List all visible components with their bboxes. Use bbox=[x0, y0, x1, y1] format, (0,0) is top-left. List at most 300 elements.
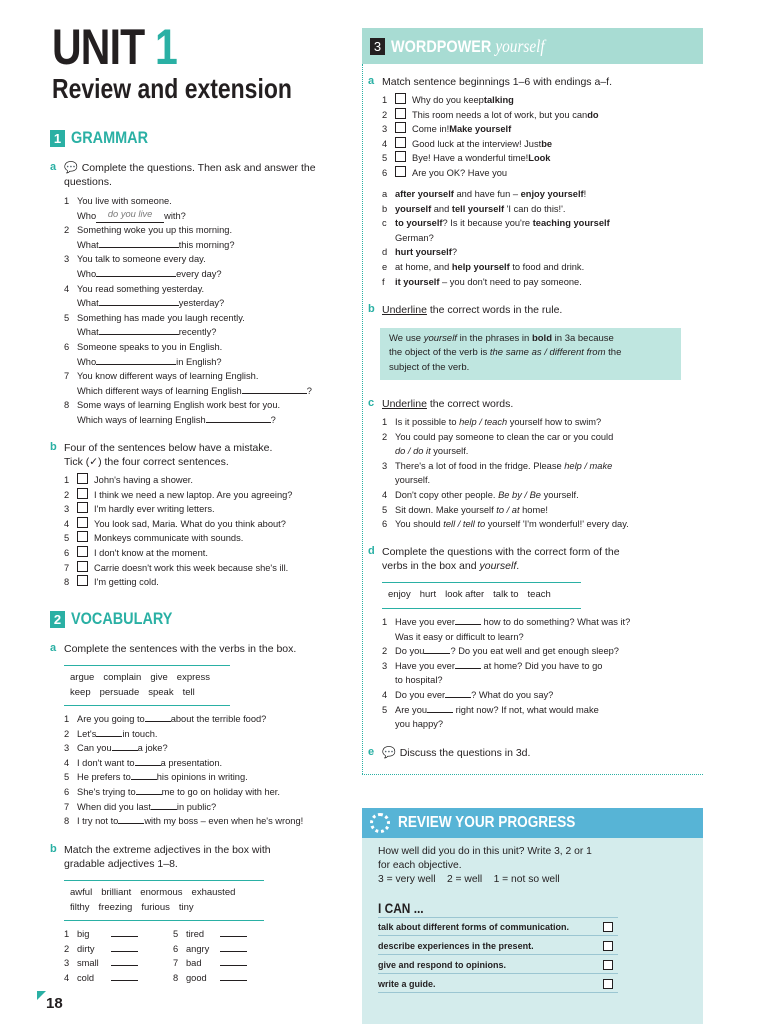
wp-b-letter: b bbox=[368, 303, 375, 315]
ican-top-rule bbox=[378, 917, 618, 918]
grammar-b-instruction: Four of the sentences below have a mistake. Tick (✓) the four correct sentences. bbox=[64, 442, 273, 468]
box-word: complain bbox=[103, 672, 142, 683]
list-item bbox=[64, 194, 349, 209]
item-text: right now? If not, what would make bbox=[453, 704, 599, 715]
item-text: ? bbox=[451, 247, 457, 258]
ican-score-box[interactable] bbox=[603, 979, 613, 989]
answer-blank[interactable] bbox=[206, 413, 271, 423]
list-item bbox=[382, 122, 702, 137]
item-number: 5 bbox=[382, 704, 388, 715]
tick-box[interactable] bbox=[77, 531, 88, 542]
item-text: I'm getting cold. bbox=[94, 577, 159, 588]
answer-blank[interactable] bbox=[220, 942, 247, 952]
list-item bbox=[382, 275, 702, 290]
item-number: 2 bbox=[64, 728, 70, 739]
answer-blank[interactable] bbox=[111, 956, 138, 966]
item-bold: teaching yourself bbox=[532, 218, 610, 229]
answer-blank[interactable] bbox=[424, 644, 450, 654]
box-word: tiny bbox=[178, 901, 194, 913]
wp-e-instruction: 💬 Discuss the questions in 3d. bbox=[382, 747, 531, 759]
box-word: keep bbox=[70, 686, 91, 698]
tick-box[interactable] bbox=[395, 93, 406, 104]
answer-blank[interactable] bbox=[96, 267, 176, 277]
list-item bbox=[382, 673, 702, 688]
answer-blank[interactable] bbox=[136, 785, 162, 795]
item-letter: c bbox=[382, 218, 387, 229]
item-letter bbox=[382, 231, 395, 246]
list-item bbox=[64, 814, 349, 829]
ican-score-box[interactable] bbox=[603, 922, 613, 932]
answer-blank[interactable] bbox=[151, 800, 177, 810]
list-item bbox=[64, 785, 349, 800]
vocab-a-instruction: Complete the sentences with the verbs in the box. bbox=[64, 643, 297, 655]
list-item bbox=[64, 488, 349, 503]
item-number: 5 bbox=[64, 772, 70, 783]
box-word: furious bbox=[141, 901, 170, 913]
list-item bbox=[382, 202, 702, 217]
answer-blank[interactable] bbox=[135, 756, 161, 766]
list-item bbox=[382, 137, 702, 152]
item-number bbox=[382, 717, 395, 732]
item-text: Monkeys communicate with sounds. bbox=[94, 533, 244, 544]
vocabulary-heading: 2 VOCABULARY bbox=[50, 609, 190, 629]
answer-blank[interactable] bbox=[112, 741, 138, 751]
speech-bubble-icon: 💬 bbox=[382, 747, 396, 759]
list-item bbox=[382, 231, 702, 246]
tick-box[interactable] bbox=[77, 561, 88, 572]
item-bold: to yourself bbox=[395, 218, 443, 229]
item-text: Bye! Have a wonderful time! bbox=[412, 153, 529, 164]
wp-a-beginnings bbox=[382, 93, 702, 181]
wp-c-list bbox=[382, 415, 702, 532]
box-word: filthy bbox=[70, 901, 90, 913]
item-text: Carrie doesn't work this week because she's ill. bbox=[94, 562, 289, 573]
item-text: Let's bbox=[77, 728, 97, 739]
item-number: 3 bbox=[64, 743, 70, 754]
answer-blank[interactable] bbox=[96, 727, 122, 737]
answer-blank[interactable] bbox=[99, 238, 179, 248]
list-item bbox=[382, 644, 702, 659]
question-start: What bbox=[77, 327, 99, 338]
item-text: You should bbox=[395, 519, 444, 530]
list-item bbox=[64, 369, 349, 384]
question-start: Who bbox=[77, 210, 97, 221]
tick-box[interactable] bbox=[395, 108, 406, 119]
list-item bbox=[382, 444, 702, 459]
vocab-b-letter: b bbox=[50, 843, 57, 855]
list-item bbox=[382, 187, 702, 202]
item-number: 1 bbox=[64, 475, 70, 485]
tick-box[interactable] bbox=[77, 546, 88, 557]
item-text: and have fun – bbox=[453, 189, 521, 199]
item-number bbox=[382, 673, 395, 688]
item-options: Be by / Be bbox=[498, 489, 541, 500]
item-letter: b bbox=[382, 203, 388, 214]
item-bold: be bbox=[541, 138, 553, 149]
item-bold: Look bbox=[528, 153, 551, 164]
vocab-b-col2 bbox=[173, 927, 303, 985]
word-box-line bbox=[70, 886, 258, 901]
answer-blank[interactable] bbox=[131, 770, 157, 780]
list-item bbox=[382, 473, 702, 488]
item-word: big bbox=[77, 929, 90, 939]
item-text: in public? bbox=[176, 801, 217, 812]
item-number: 2 bbox=[382, 109, 388, 120]
answer-blank[interactable] bbox=[220, 927, 247, 937]
box-word: teach bbox=[527, 589, 551, 600]
question-end: this morning? bbox=[178, 239, 235, 250]
ican-score-box[interactable] bbox=[603, 941, 613, 951]
item-number: 5 bbox=[382, 153, 388, 164]
item-text: I don't want to bbox=[77, 757, 135, 768]
wp-d-list bbox=[382, 615, 702, 732]
item-word: cold bbox=[77, 972, 95, 983]
box-word: talk to bbox=[493, 589, 519, 600]
answer-blank[interactable] bbox=[455, 659, 481, 669]
item-options: help / make bbox=[564, 460, 613, 471]
item-text: Sit down. Make yourself bbox=[395, 504, 497, 515]
item-number: 3 bbox=[382, 124, 388, 135]
answer-blank[interactable] bbox=[427, 703, 453, 713]
list-item bbox=[64, 502, 349, 517]
grammar-a-list bbox=[64, 194, 349, 428]
item-number: 4 bbox=[382, 489, 388, 500]
list-item bbox=[382, 459, 702, 474]
vocab-a-list bbox=[64, 712, 349, 829]
list-item bbox=[64, 340, 349, 355]
box-word: brilliant bbox=[101, 887, 132, 898]
word-box-line bbox=[388, 588, 575, 603]
box-word: exhausted bbox=[191, 887, 236, 898]
question-start: Who bbox=[77, 268, 97, 279]
item-text: me to go on holiday with her. bbox=[161, 786, 280, 797]
question-end: ? bbox=[270, 414, 276, 425]
question-line bbox=[64, 384, 349, 399]
list-item bbox=[382, 245, 702, 260]
question-line bbox=[64, 267, 349, 282]
box-word: give bbox=[150, 672, 168, 683]
answer-blank[interactable] bbox=[118, 814, 144, 824]
wp-a-endings bbox=[382, 187, 702, 289]
question-start: What bbox=[77, 239, 99, 250]
question-line bbox=[64, 413, 349, 428]
item-number: 8 bbox=[173, 972, 179, 983]
item-number: 7 bbox=[64, 371, 70, 382]
box-word: look after bbox=[445, 589, 485, 600]
list-item bbox=[64, 756, 349, 771]
answer-blank[interactable] bbox=[96, 355, 176, 365]
item-bold: it yourself bbox=[395, 276, 440, 287]
item-number: 5 bbox=[64, 533, 70, 544]
list-item bbox=[64, 546, 349, 561]
item-text: Have you ever bbox=[395, 660, 455, 671]
tick-box[interactable] bbox=[395, 137, 406, 148]
list-item bbox=[173, 956, 303, 971]
item-number: 7 bbox=[64, 801, 70, 812]
word-box-line bbox=[70, 686, 224, 701]
tick-box[interactable] bbox=[395, 151, 406, 162]
item-text: 'I can do this!'. bbox=[504, 203, 566, 214]
item-number: 6 bbox=[382, 519, 388, 530]
wordpower-dotted-bottom bbox=[362, 774, 703, 775]
item-number bbox=[382, 473, 395, 488]
answer-blank[interactable] bbox=[220, 971, 247, 981]
list-item bbox=[64, 252, 349, 267]
item-text: Do you ever bbox=[395, 689, 446, 700]
ican-heading: I CAN ... bbox=[378, 900, 424, 916]
item-text: home! bbox=[519, 504, 548, 515]
item-text: yourself 'I'm wonderful!' every day. bbox=[485, 519, 629, 530]
tick-box[interactable] bbox=[395, 122, 406, 133]
item-number: 1 bbox=[382, 417, 388, 427]
item-number: 1 bbox=[382, 95, 388, 105]
page-number: 18 bbox=[46, 995, 63, 1012]
answer-blank[interactable] bbox=[220, 956, 247, 966]
item-number: 6 bbox=[173, 943, 179, 954]
list-item bbox=[64, 311, 349, 326]
item-text: Is it possible to bbox=[395, 417, 460, 427]
item-number: 4 bbox=[64, 518, 70, 529]
item-text: Don't copy other people. bbox=[395, 489, 499, 500]
box-word: hurt bbox=[419, 589, 437, 600]
question-start: Who bbox=[77, 356, 97, 367]
list-item bbox=[64, 531, 349, 546]
item-letter: e bbox=[382, 261, 388, 272]
tick-box[interactable] bbox=[77, 517, 88, 528]
item-bold: do bbox=[587, 109, 599, 120]
progress-gear-icon bbox=[370, 813, 390, 833]
item-number: 2 bbox=[64, 489, 70, 500]
item-word: bad bbox=[186, 958, 202, 969]
answer-blank[interactable] bbox=[455, 615, 481, 625]
item-text: a presentation. bbox=[160, 757, 223, 768]
ican-score-box[interactable] bbox=[603, 960, 613, 970]
list-item bbox=[64, 398, 349, 413]
wp-e-letter: e bbox=[368, 746, 375, 758]
item-number: 4 bbox=[64, 283, 70, 294]
item-text: When did you last bbox=[77, 801, 151, 812]
page-corner-mark bbox=[37, 991, 46, 1000]
word-box-line bbox=[70, 671, 224, 686]
item-text: Can you bbox=[77, 743, 112, 754]
item-text: Good luck at the interview! Just bbox=[412, 138, 542, 149]
item-text: This room needs a lot of work, but you can bbox=[412, 109, 588, 120]
item-text: yourself. bbox=[395, 475, 431, 486]
box-word: enormous bbox=[140, 887, 183, 898]
tick-box[interactable] bbox=[77, 575, 88, 586]
box-word: speak bbox=[148, 686, 174, 698]
wp-d-word-box bbox=[382, 582, 581, 609]
item-text: a joke? bbox=[137, 743, 168, 754]
list-item bbox=[64, 517, 349, 532]
item-number: 1 bbox=[64, 714, 70, 724]
question-end: in English? bbox=[176, 356, 222, 367]
list-item bbox=[64, 741, 349, 756]
item-number: 3 bbox=[382, 460, 388, 471]
item-text: You look sad, Maria. What do you think about? bbox=[94, 518, 286, 529]
tick-box[interactable] bbox=[77, 488, 88, 499]
item-number bbox=[382, 444, 395, 459]
item-number: 6 bbox=[64, 341, 70, 352]
item-text: John's having a shower. bbox=[94, 475, 193, 485]
item-number: 1 bbox=[382, 617, 388, 627]
item-text: There's a lot of food in the fridge. Please bbox=[395, 460, 565, 471]
item-bold: after yourself bbox=[395, 189, 454, 199]
item-text: Someone speaks to you in English. bbox=[77, 341, 223, 352]
item-letter: a bbox=[382, 189, 388, 199]
answer-blank[interactable] bbox=[99, 296, 179, 306]
item-word: angry bbox=[186, 943, 210, 954]
wordpower-heading: 3 WORDPOWER yourself bbox=[362, 28, 703, 64]
answer-blank[interactable] bbox=[242, 384, 307, 394]
item-text: ? What do you say? bbox=[471, 689, 554, 700]
question-end: every day? bbox=[176, 268, 222, 279]
box-word: freezing bbox=[98, 901, 133, 913]
question-end: ? bbox=[306, 385, 312, 396]
item-bold: help yourself bbox=[451, 261, 510, 272]
box-word: persuade bbox=[99, 686, 140, 698]
item-text: with my boss – even when he's wrong! bbox=[144, 816, 304, 827]
answer-blank[interactable] bbox=[145, 712, 171, 722]
item-number: 3 bbox=[382, 660, 388, 671]
item-number: 4 bbox=[382, 689, 388, 700]
tick-box[interactable] bbox=[77, 473, 88, 484]
question-start: What bbox=[77, 298, 99, 309]
item-letter: d bbox=[382, 247, 388, 258]
item-text: ? Is it because you're bbox=[442, 218, 533, 229]
item-text: and bbox=[431, 203, 452, 214]
item-text: ? Do you eat well and get enough sleep? bbox=[450, 646, 619, 657]
list-item bbox=[64, 575, 349, 590]
grammar-b-letter: b bbox=[50, 441, 57, 453]
item-bold: yourself bbox=[395, 203, 432, 214]
item-options: help / teach bbox=[459, 417, 508, 427]
tick-box[interactable] bbox=[77, 502, 88, 513]
question-start: Which different ways of learning English bbox=[77, 385, 242, 396]
item-number: 2 bbox=[64, 943, 70, 954]
grammar-heading: 1 GRAMMAR bbox=[50, 128, 162, 148]
item-options: do / do it bbox=[395, 446, 431, 457]
answer-blank[interactable] bbox=[445, 688, 471, 698]
item-options: to / at bbox=[496, 504, 520, 515]
item-text: Are you OK? Have you bbox=[412, 167, 508, 178]
grammar-b-list bbox=[64, 473, 349, 590]
wordpower-dotted-border bbox=[362, 64, 363, 774]
item-number: 2 bbox=[382, 431, 388, 442]
item-number: 8 bbox=[64, 816, 70, 827]
item-number: 7 bbox=[173, 958, 179, 969]
grammar-a-instruction: 💬 Complete the questions. Then ask and answer the questions. bbox=[64, 162, 316, 188]
box-word: enjoy bbox=[388, 589, 411, 600]
box-word: tell bbox=[182, 686, 195, 698]
list-item bbox=[382, 659, 702, 674]
item-word: small bbox=[77, 958, 99, 969]
item-text: yourself. bbox=[540, 489, 579, 500]
list-item bbox=[382, 488, 702, 503]
list-item bbox=[64, 223, 349, 238]
page-subtitle: Review and extension bbox=[52, 73, 292, 104]
answer-blank[interactable] bbox=[111, 971, 138, 981]
vocab-a-letter: a bbox=[50, 642, 57, 654]
list-item bbox=[173, 942, 303, 957]
item-text: to food and drink. bbox=[509, 261, 585, 272]
item-text: Was it easy or difficult to learn? bbox=[395, 631, 524, 642]
item-number: 5 bbox=[382, 504, 388, 515]
item-bold: tell yourself bbox=[451, 203, 505, 214]
list-item bbox=[382, 93, 702, 108]
list-item bbox=[382, 615, 702, 630]
question-end: with? bbox=[164, 210, 186, 221]
item-text: you happy? bbox=[395, 719, 444, 730]
item-number: 8 bbox=[64, 400, 70, 411]
grammar-a-letter: a bbox=[50, 161, 57, 173]
item-number: 1 bbox=[64, 929, 70, 939]
question-start: Which ways of learning English bbox=[77, 414, 206, 425]
answer-blank[interactable] bbox=[99, 325, 179, 335]
answer-blank[interactable] bbox=[111, 942, 138, 952]
ican-item: write a guide. bbox=[378, 977, 618, 993]
item-text: You talk to someone every day. bbox=[77, 254, 206, 265]
list-item bbox=[173, 971, 303, 986]
item-text: You know different ways of learning English. bbox=[77, 371, 259, 382]
question-line bbox=[64, 296, 349, 311]
item-text: how to do something? What was it? bbox=[480, 617, 631, 627]
wp-c-letter: c bbox=[368, 397, 375, 409]
item-options: tell / tell to bbox=[443, 519, 486, 530]
item-text: I'm hardly ever writing letters. bbox=[94, 504, 215, 515]
answer-blank[interactable] bbox=[111, 927, 138, 937]
question-line bbox=[64, 238, 349, 253]
vocab-a-word-box bbox=[64, 665, 230, 706]
list-item bbox=[382, 703, 702, 718]
item-bold: hurt yourself bbox=[395, 247, 452, 258]
wp-c-instruction: Underline the correct words. bbox=[382, 398, 514, 410]
tick-box[interactable] bbox=[395, 166, 406, 177]
list-item bbox=[382, 166, 702, 181]
list-item bbox=[382, 517, 702, 532]
list-item bbox=[64, 770, 349, 785]
list-item bbox=[64, 473, 349, 488]
item-text: Why do you keep bbox=[412, 95, 484, 105]
item-word: dirty bbox=[77, 943, 95, 954]
item-number: 4 bbox=[64, 757, 70, 768]
wp-a-letter: a bbox=[368, 75, 375, 87]
box-word: awful bbox=[70, 887, 93, 898]
ican-item: describe experiences in the present. bbox=[378, 939, 618, 955]
list-item bbox=[64, 800, 349, 815]
ican-item: talk about different forms of communication. bbox=[378, 920, 618, 936]
question-end: yesterday? bbox=[178, 298, 225, 309]
item-text: I don't know at the moment. bbox=[94, 547, 208, 558]
list-item bbox=[64, 712, 349, 727]
item-number: 4 bbox=[382, 138, 388, 149]
item-text: in touch. bbox=[122, 728, 158, 739]
box-word: express bbox=[176, 672, 211, 683]
item-word: good bbox=[186, 972, 207, 983]
review-intro: How well did you do in this unit? Write 3, 2 or 1 for each objective. 3 = very well 2 = well 1 = not so well bbox=[378, 846, 592, 885]
list-item bbox=[382, 688, 702, 703]
item-number: 3 bbox=[64, 254, 70, 265]
item-text: I try not to bbox=[77, 816, 119, 827]
item-bold: Make yourself bbox=[449, 124, 512, 135]
item-word: tired bbox=[186, 929, 205, 939]
item-text: German? bbox=[395, 232, 434, 243]
list-item bbox=[64, 727, 349, 742]
item-text: He prefers to bbox=[77, 772, 131, 783]
item-text: Are you going to bbox=[77, 714, 145, 724]
unit-title: UNIT 1 bbox=[52, 19, 177, 75]
wp-b-instruction: Underline the correct words in the rule. bbox=[382, 304, 563, 316]
